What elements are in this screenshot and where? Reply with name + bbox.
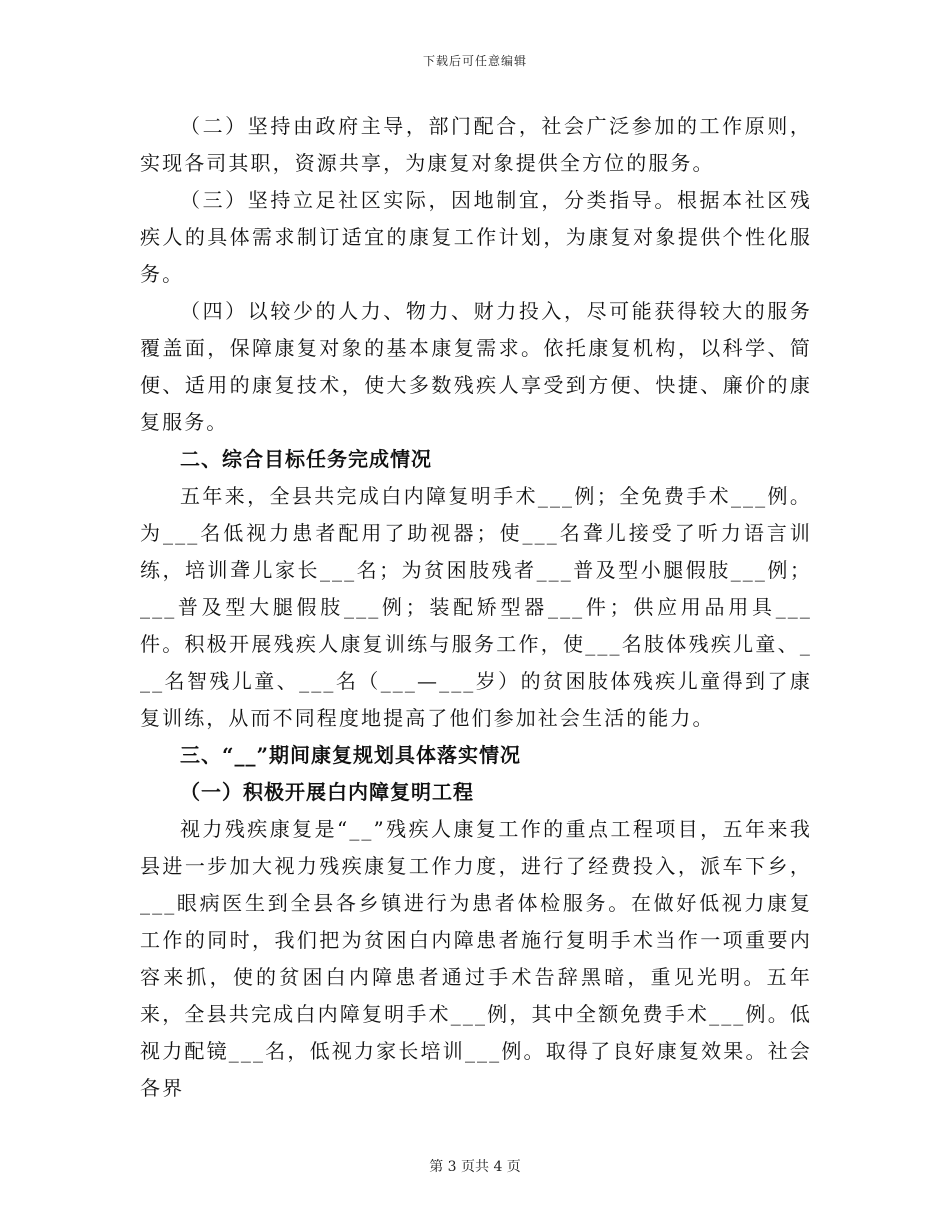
section-heading-2: 二、综合目标任务完成情况 — [180, 447, 432, 471]
paragraph-principle-2: （二）坚持由政府主导，部门配合，社会广泛参加的工作原则，实现各司其职，资源共享，为康复对象提供全方位的服务。 — [140, 114, 812, 175]
paragraph-principle-4: （四）以较少的人力、物力、财力投入，尽可能获得较大的服务覆盖面，保障康复对象的基本康复需求。依托康复机构，以科学、简便、适用的康复技术，使大多数残疾人享受到方便、快捷、廉价的康复服务。 — [140, 299, 812, 434]
page-header: 下载后可任意编辑 — [422, 54, 527, 68]
section-heading-3: 三、“__”期间康复规划具体落实情况 — [180, 743, 522, 767]
paragraph-cataract: 视力残疾康复是“__”残疾人康复工作的重点工程项目，五年来我县进一步加大视力残疾康复工作力度，进行了经费投入，派车下乡，___眼病医生到全县各乡镇进行为患者体检服务。在做好低视力康复工作的同时，我们把为贫困白内障患者施行复明手术当作一项重要内容来抓，使的贫困白内障患者通过手术告辞黑暗，重见光明。五年来，全县共完成白内障复明手术___例，其中全额免费手术___例。低视力配镜___名，低视力家长培训___例。取得了良好康复效果。社会各界 — [140, 817, 812, 1100]
paragraph-targets: 五年来，全县共完成白内障复明手术___例；全免费手术___例。为___名低视力患者配用了助视器；使___名聋儿接受了听力语言训练，培训聋儿家长___名；为贫困肢残者___普及型小腿假肢___例；___普及型大腿假肢___例；装配矫型器___件；供应用品用具___件。积极开展残疾人康复训练与服务工作，使___名肢体残疾儿童、___名智残儿童、___名（___—___岁）的贫困肢体残疾儿童得到了康复训练，从而不同程度地提高了他们参加社会生活的能力。 — [140, 484, 812, 730]
subsection-heading-1: （一）积极开展白内障复明工程 — [180, 780, 474, 804]
document-body — [140, 108, 812, 1107]
page-footer: 第 3 页共 4 页 — [429, 1159, 521, 1175]
paragraph-principle-3: （三）坚持立足社区实际，因地制宜，分类指导。根据本社区残疾人的具体需求制订适宜的康复工作计划，为康复对象提供个性化服务。 — [140, 188, 812, 286]
